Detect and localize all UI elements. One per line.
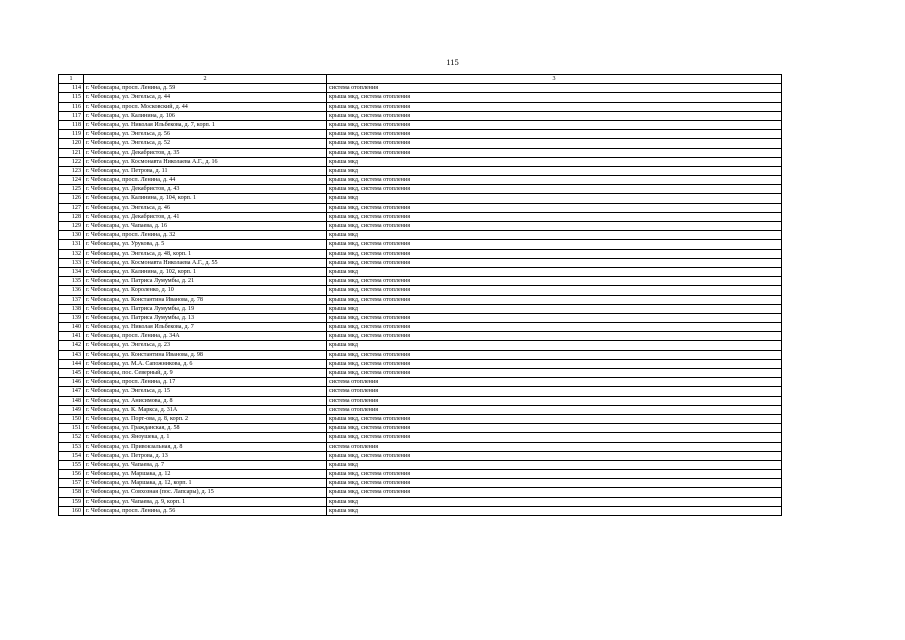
row-number-cell: 156	[59, 470, 84, 479]
row-number-cell: 129	[59, 222, 84, 231]
row-number-cell: 152	[59, 433, 84, 442]
works-cell: крыша мкд, система отопления	[327, 313, 782, 322]
table-row	[59, 249, 782, 258]
row-number-cell: 128	[59, 212, 84, 221]
address-cell: г. Чебоксары, пос. Северный, д. 9	[84, 369, 327, 378]
address-cell: г. Чебоксары, ул. Совхозная (пос. Лапсары), д. 15	[84, 488, 327, 497]
works-cell: крыша мкд, система отопления	[327, 277, 782, 286]
works-cell: крыша мкд, система отопления	[327, 470, 782, 479]
works-cell: крыша мкд, система отопления	[327, 222, 782, 231]
row-number-cell: 127	[59, 203, 84, 212]
table-row	[59, 267, 782, 276]
address-cell: г. Чебоксары, ул. Патриса Лумумбы, д. 19	[84, 304, 327, 313]
table-row	[59, 93, 782, 102]
column-header-address: 2	[84, 75, 327, 84]
table-row	[59, 488, 782, 497]
address-cell: г. Чебоксары, ул. Декабристов, д. 43	[84, 185, 327, 194]
works-cell: крыша мкд, система отопления	[327, 332, 782, 341]
works-cell: крыша мкд, система отопления	[327, 240, 782, 249]
works-cell: крыша мкд	[327, 166, 782, 175]
works-cell: крыша мкд, система отопления	[327, 451, 782, 460]
address-cell: г. Чебоксары, ул. Патриса Лумумбы, д. 13	[84, 313, 327, 322]
column-header-number: 1	[59, 75, 84, 84]
address-cell: г. Чебоксары, ул. Калинина, д. 104, корп. 1	[84, 194, 327, 203]
row-number-cell: 124	[59, 176, 84, 185]
address-cell: г. Чебоксары, ул. Маршака, д. 12	[84, 470, 327, 479]
works-cell: крыша мкд, система отопления	[327, 102, 782, 111]
row-number-cell: 121	[59, 148, 84, 157]
table-row	[59, 396, 782, 405]
address-cell: г. Чебоксары, ул. Энгельса, д. 56	[84, 130, 327, 139]
address-cell: г. Чебоксары, ул. Николая Ильбекова, д. 7	[84, 323, 327, 332]
table-row	[59, 176, 782, 185]
address-cell: г. Чебоксары, ул. Гражданская, д. 58	[84, 424, 327, 433]
table-row	[59, 359, 782, 368]
table-row	[59, 332, 782, 341]
works-cell: крыша мкд, система отопления	[327, 414, 782, 423]
address-cell: г. Чебоксары, ул. М.А. Сапожникова, д. 6	[84, 359, 327, 368]
address-cell: г. Чебоксары, просп. Ленина, д. 44	[84, 176, 327, 185]
works-cell: крыша мкд	[327, 497, 782, 506]
address-cell: г. Чебоксары, ул. Калинина, д. 102, корп. 1	[84, 267, 327, 276]
address-cell: г. Чебоксары, ул. Урукова, д. 5	[84, 240, 327, 249]
address-cell: г. Чебоксары, ул. Декабристов, д. 41	[84, 212, 327, 221]
row-number-cell: 157	[59, 479, 84, 488]
works-cell: система отопления	[327, 396, 782, 405]
row-number-cell: 120	[59, 139, 84, 148]
row-number-cell: 144	[59, 359, 84, 368]
row-number-cell: 115	[59, 93, 84, 102]
row-number-cell: 114	[59, 84, 84, 93]
address-cell: г. Чебоксары, ул. Энгельса, д. 46	[84, 203, 327, 212]
row-number-cell: 126	[59, 194, 84, 203]
address-cell: г. Чебоксары, ул. Энгельса, д. 15	[84, 387, 327, 396]
address-cell: г. Чебоксары, просп. Ленина, д. 17	[84, 378, 327, 387]
works-cell: крыша мкд	[327, 506, 782, 515]
row-number-cell: 139	[59, 313, 84, 322]
table-row	[59, 295, 782, 304]
table-row	[59, 350, 782, 359]
table-row	[59, 405, 782, 414]
table-row	[59, 231, 782, 240]
works-cell: система отопления	[327, 84, 782, 93]
table-row	[59, 212, 782, 221]
works-cell: крыша мкд	[327, 194, 782, 203]
row-number-cell: 131	[59, 240, 84, 249]
row-number-cell: 146	[59, 378, 84, 387]
works-cell: крыша мкд	[327, 341, 782, 350]
row-number-cell: 142	[59, 341, 84, 350]
table-body	[59, 84, 782, 516]
address-cell: г. Чебоксары, ул. Привокзальная, д. 8	[84, 442, 327, 451]
works-cell: крыша мкд	[327, 231, 782, 240]
table-row	[59, 286, 782, 295]
works-cell: крыша мкд	[327, 460, 782, 469]
table-row	[59, 479, 782, 488]
address-cell: г. Чебоксары, ул. Калинина, д. 106	[84, 111, 327, 120]
table-row	[59, 323, 782, 332]
table-row	[59, 240, 782, 249]
row-number-cell: 154	[59, 451, 84, 460]
row-number-cell: 119	[59, 130, 84, 139]
table-row	[59, 102, 782, 111]
table-row	[59, 277, 782, 286]
address-cell: г. Чебоксары, ул. Короленко, д. 10	[84, 286, 327, 295]
row-number-cell: 159	[59, 497, 84, 506]
table-row	[59, 341, 782, 350]
row-number-cell: 135	[59, 277, 84, 286]
table-row	[59, 470, 782, 479]
works-cell: крыша мкд	[327, 304, 782, 313]
address-cell: г. Чебоксары, ул. Чапаева, д. 16	[84, 222, 327, 231]
address-cell: г. Чебоксары, ул. Порт-ова, д. 8, корп. 2	[84, 414, 327, 423]
works-cell: крыша мкд, система отопления	[327, 203, 782, 212]
address-cell: г. Чебоксары, ул. Патриса Лумумбы, д. 21	[84, 277, 327, 286]
table-row	[59, 369, 782, 378]
address-cell: г. Чебоксары, ул. Энгельса, д. 48, корп. 1	[84, 249, 327, 258]
row-number-cell: 158	[59, 488, 84, 497]
row-number-cell: 145	[59, 369, 84, 378]
works-cell: крыша мкд, система отопления	[327, 295, 782, 304]
works-cell: крыша мкд, система отопления	[327, 488, 782, 497]
table-row	[59, 378, 782, 387]
works-cell: система отопления	[327, 405, 782, 414]
row-number-cell: 147	[59, 387, 84, 396]
table-row	[59, 313, 782, 322]
table-row	[59, 166, 782, 175]
works-cell: система отопления	[327, 442, 782, 451]
row-number-cell: 150	[59, 414, 84, 423]
row-number-cell: 148	[59, 396, 84, 405]
table-row	[59, 497, 782, 506]
address-cell: г. Чебоксары, просп. Ленина, д. 34А	[84, 332, 327, 341]
address-cell: г. Чебоксары, ул. Петрова, д. 13	[84, 451, 327, 460]
row-number-cell: 141	[59, 332, 84, 341]
works-cell: крыша мкд, система отопления	[327, 350, 782, 359]
table-row	[59, 111, 782, 120]
works-cell: крыша мкд, система отопления	[327, 359, 782, 368]
address-cell: г. Чебоксары, просп. Ленина, д. 32	[84, 231, 327, 240]
table-row	[59, 460, 782, 469]
row-number-cell: 130	[59, 231, 84, 240]
table-row	[59, 84, 782, 93]
table-row	[59, 130, 782, 139]
works-cell: крыша мкд, система отопления	[327, 176, 782, 185]
works-cell: система отопления	[327, 378, 782, 387]
table-row	[59, 148, 782, 157]
table-row	[59, 194, 782, 203]
address-cell: г. Чебоксары, ул. Константина Иванова, д. 98	[84, 350, 327, 359]
column-header-works: 3	[327, 75, 782, 84]
works-cell: крыша мкд, система отопления	[327, 258, 782, 267]
row-number-cell: 118	[59, 120, 84, 129]
row-number-cell: 143	[59, 350, 84, 359]
buildings-table	[58, 74, 782, 516]
address-cell: г. Чебоксары, ул. Энгельса, д. 44	[84, 93, 327, 102]
table-row	[59, 424, 782, 433]
row-number-cell: 125	[59, 185, 84, 194]
table-row	[59, 304, 782, 313]
row-number-cell: 160	[59, 506, 84, 515]
address-cell: г. Чебоксары, ул. Декабристов, д. 35	[84, 148, 327, 157]
works-cell: крыша мкд, система отопления	[327, 433, 782, 442]
address-cell: г. Чебоксары, ул. Константина Иванова, д. 78	[84, 295, 327, 304]
works-cell: крыша мкд, система отопления	[327, 479, 782, 488]
table-row	[59, 203, 782, 212]
address-cell: г. Чебоксары, ул. К. Маркса, д. 31А	[84, 405, 327, 414]
table-row	[59, 506, 782, 515]
row-number-cell: 136	[59, 286, 84, 295]
table-row	[59, 433, 782, 442]
table-row	[59, 451, 782, 460]
row-number-cell: 155	[59, 460, 84, 469]
works-cell: крыша мкд, система отопления	[327, 185, 782, 194]
table-row	[59, 157, 782, 166]
address-cell: г. Чебоксары, просп. Московский, д. 44	[84, 102, 327, 111]
works-cell: крыша мкд, система отопления	[327, 130, 782, 139]
row-number-cell: 117	[59, 111, 84, 120]
table-row	[59, 120, 782, 129]
works-cell: крыша мкд, система отопления	[327, 369, 782, 378]
works-cell: система отопления	[327, 387, 782, 396]
works-cell: крыша мкд, система отопления	[327, 111, 782, 120]
table-header-row	[59, 75, 782, 84]
row-number-cell: 122	[59, 157, 84, 166]
table-row	[59, 442, 782, 451]
address-cell: г. Чебоксары, просп. Ленина, д. 59	[84, 84, 327, 93]
row-number-cell: 116	[59, 102, 84, 111]
works-cell: крыша мкд, система отопления	[327, 249, 782, 258]
row-number-cell: 133	[59, 258, 84, 267]
table-row	[59, 139, 782, 148]
works-cell: крыша мкд, система отопления	[327, 93, 782, 102]
row-number-cell: 123	[59, 166, 84, 175]
address-cell: г. Чебоксары, ул. Космонавта Николаева А.Г., д. 16	[84, 157, 327, 166]
works-cell: крыша мкд, система отопления	[327, 286, 782, 295]
works-cell: крыша мкд, система отопления	[327, 139, 782, 148]
page-number: 115	[446, 57, 459, 67]
row-number-cell: 153	[59, 442, 84, 451]
table-row	[59, 222, 782, 231]
address-cell: г. Чебоксары, ул. Маршака, д. 12, корп. 1	[84, 479, 327, 488]
works-cell: крыша мкд, система отопления	[327, 212, 782, 221]
works-cell: крыша мкд, система отопления	[327, 323, 782, 332]
address-cell: г. Чебоксары, ул. Николая Ильбекова, д. 7, корп. 1	[84, 120, 327, 129]
address-cell: г. Чебоксары, ул. Космонавта Николаева А.Г., д. 55	[84, 258, 327, 267]
row-number-cell: 149	[59, 405, 84, 414]
table-row	[59, 258, 782, 267]
address-cell: г. Чебоксары, ул. Анисимова, д. 8	[84, 396, 327, 405]
address-cell: г. Чебоксары, ул. Энгельса, д. 52	[84, 139, 327, 148]
row-number-cell: 140	[59, 323, 84, 332]
row-number-cell: 151	[59, 424, 84, 433]
address-cell: г. Чебоксары, ул. Энгельса, д. 23	[84, 341, 327, 350]
address-cell: г. Чебоксары, ул. Яноушека, д. 1	[84, 433, 327, 442]
row-number-cell: 132	[59, 249, 84, 258]
address-cell: г. Чебоксары, ул. Чапаева, д. 9, корп. 1	[84, 497, 327, 506]
address-cell: г. Чебоксары, ул. Петрова, д. 11	[84, 166, 327, 175]
works-cell: крыша мкд, система отопления	[327, 148, 782, 157]
works-cell: крыша мкд, система отопления	[327, 120, 782, 129]
row-number-cell: 137	[59, 295, 84, 304]
row-number-cell: 138	[59, 304, 84, 313]
works-cell: крыша мкд	[327, 267, 782, 276]
table-row	[59, 387, 782, 396]
address-cell: г. Чебоксары, просп. Ленина, д. 56	[84, 506, 327, 515]
works-cell: крыша мкд, система отопления	[327, 424, 782, 433]
address-cell: г. Чебоксары, ул. Чапаева, д. 7	[84, 460, 327, 469]
table-row	[59, 414, 782, 423]
works-cell: крыша мкд	[327, 157, 782, 166]
row-number-cell: 134	[59, 267, 84, 276]
table-row	[59, 185, 782, 194]
